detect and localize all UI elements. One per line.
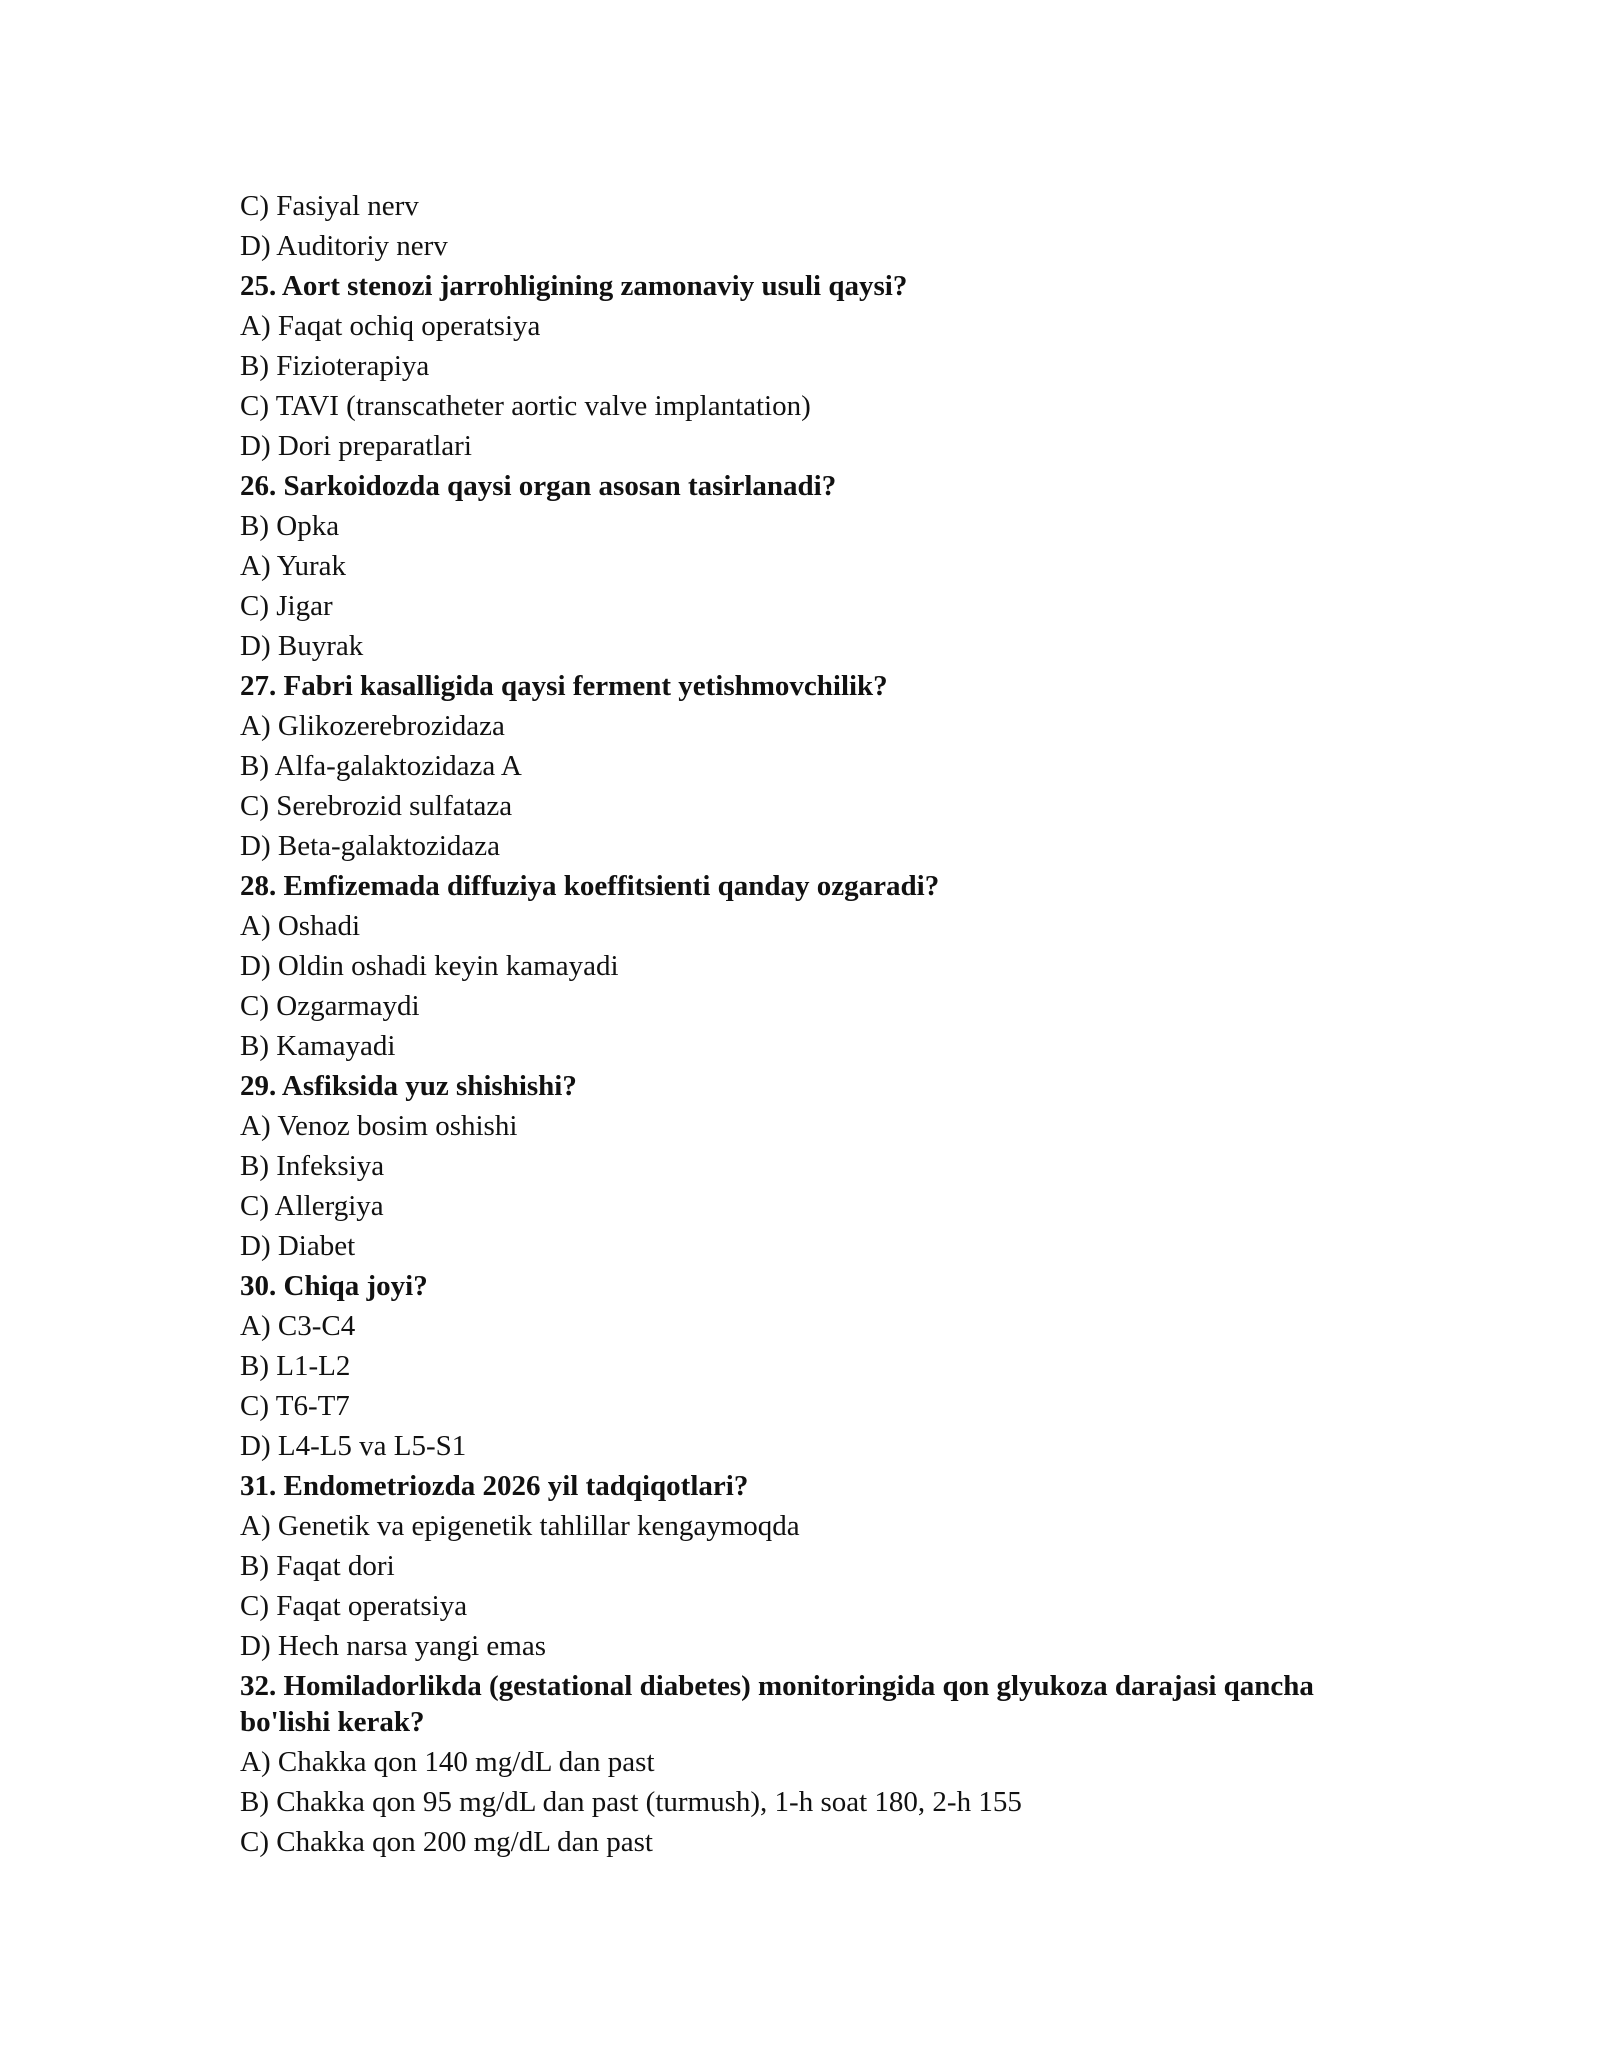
answer-option: B) L1-L2 xyxy=(240,1350,351,1382)
answer-option: B) Infeksiya xyxy=(240,1150,385,1182)
answer-option: D) Oldin oshadi keyin kamayadi xyxy=(240,950,619,982)
answer-option: B) Chakka qon 95 mg/dL dan past (turmush), 1-h soat 180, 2-h 155 xyxy=(240,1786,1022,1818)
answer-option: D) Dori preparatlari xyxy=(240,430,472,462)
question-29-title: 29. Asfiksida yuz shishishi? xyxy=(240,1070,577,1102)
answer-option: C) Chakka qon 200 mg/dL dan past xyxy=(240,1826,653,1858)
answer-option: A) Venoz bosim oshishi xyxy=(240,1110,518,1142)
question-32-title: 32. Homiladorlikda (gestational diabetes) monitoringida qon glyukoza darajasi qancha bo'lishi kerak? xyxy=(240,1670,1314,1738)
answer-option: D) Diabet xyxy=(240,1230,356,1262)
answer-option: A) Oshadi xyxy=(240,910,361,942)
answer-option: C) Jigar xyxy=(240,590,333,622)
answer-option: C) Serebrozid sulfataza xyxy=(240,790,513,822)
answer-option: B) Fizioterapiya xyxy=(240,350,430,382)
answer-option: C) TAVI (transcatheter aortic valve implantation) xyxy=(240,390,811,422)
answer-option: A) Yurak xyxy=(240,550,347,582)
answer-option: D) L4-L5 va L5-S1 xyxy=(240,1430,467,1462)
answer-option: B) Faqat dori xyxy=(240,1550,395,1582)
answer-option: A) C3-C4 xyxy=(240,1310,356,1342)
question-25-title: 25. Aort stenozi jarrohligining zamonaviy usuli qaysi? xyxy=(240,270,908,302)
quiz-content xyxy=(240,186,1400,1862)
answer-option: C) Fasiyal nerv xyxy=(240,190,419,222)
answer-option: C) Allergiya xyxy=(240,1190,384,1222)
answer-option: D) Buyrak xyxy=(240,630,364,662)
question-31-title: 31. Endometriozda 2026 yil tadqiqotlari? xyxy=(240,1470,749,1502)
answer-option: D) Beta-galaktozidaza xyxy=(240,830,501,862)
answer-option: B) Opka xyxy=(240,510,340,542)
answer-option: A) Chakka qon 140 mg/dL dan past xyxy=(240,1746,655,1778)
answer-option: B) Alfa-galaktozidaza A xyxy=(240,750,522,782)
answer-option: A) Faqat ochiq operatsiya xyxy=(240,310,541,342)
answer-option: C) T6-T7 xyxy=(240,1390,350,1422)
question-26-title: 26. Sarkoidozda qaysi organ asosan tasirlanadi? xyxy=(240,470,837,502)
answer-option: D) Hech narsa yangi emas xyxy=(240,1630,546,1662)
question-28-title: 28. Emfizemada diffuziya koeffitsienti qanday ozgaradi? xyxy=(240,870,940,902)
answer-option: A) Glikozerebrozidaza xyxy=(240,710,505,742)
answer-option: C) Faqat operatsiya xyxy=(240,1590,468,1622)
answer-option: A) Genetik va epigenetik tahlillar kengaymoqda xyxy=(240,1510,800,1542)
question-30-title: 30. Chiqa joyi? xyxy=(240,1270,428,1302)
answer-option: D) Auditoriy nerv xyxy=(240,230,448,262)
answer-option: B) Kamayadi xyxy=(240,1030,396,1062)
question-27-title: 27. Fabri kasalligida qaysi ferment yetishmovchilik? xyxy=(240,670,888,702)
answer-option: C) Ozgarmaydi xyxy=(240,990,420,1022)
